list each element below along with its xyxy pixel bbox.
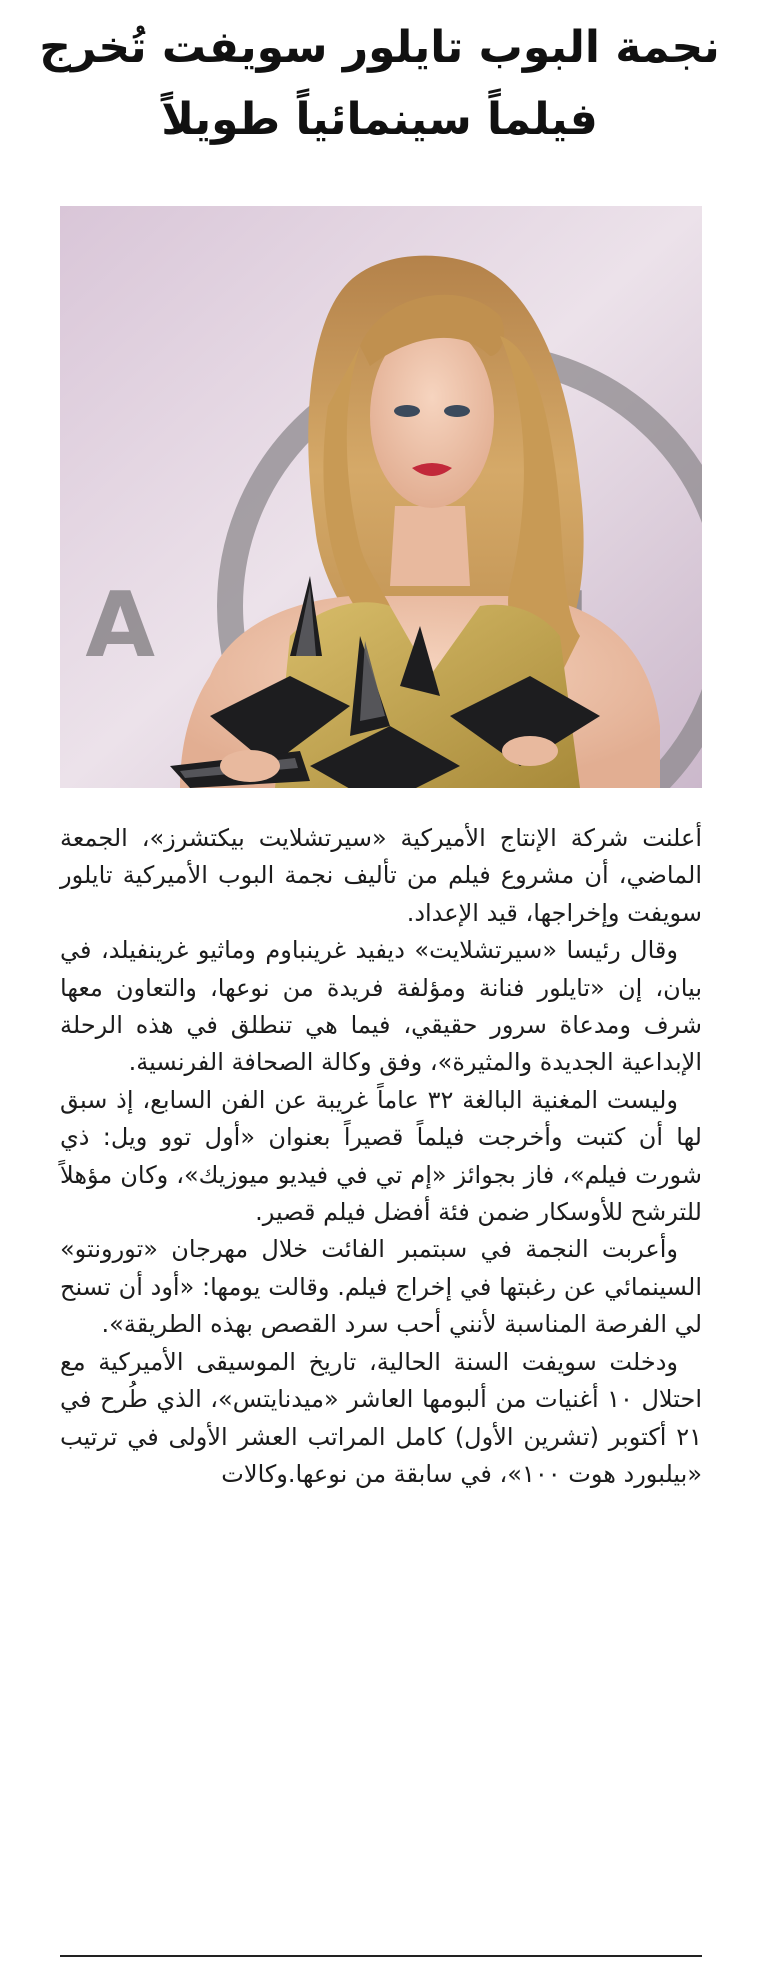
bottom-divider: [60, 1955, 702, 1957]
article-paragraph-4: وأعربت النجمة في سبتمبر الفائت خلال مهرجان «تورونتو» السينمائي عن رغبتها في إخراج فيلم. وقالت يومها: «أود أن تسنح لي الفرصة المناسبة لأنني أحب سرد القصص بهذه الطريقة».: [60, 1235, 702, 1339]
article-paragraph-5: ودخلت سويفت السنة الحالية، تاريخ الموسيقى الأميركية مع احتلال ١٠ أغنيات من ألبومها العاشر «ميدنايتس»، الذي طُرح في ٢١ أكتوبر (تشرين الأول) كامل المراتب العشر الأولى في ترتيب «بيلبورد هوت ١٠٠»، في سابقة من نوعها.وكالات: [60, 1347, 702, 1488]
neck: [390, 506, 470, 586]
article-paragraph-1: أعلنت شركة الإنتاج الأميركية «سيرتشلايت بيكتشرز»، الجمعة الماضي، أن مشروع فيلم من تأليف نجمة البوب الأميركية تايلور سويفت وإخراجها، قيد الإعداد.: [60, 824, 702, 927]
article-photo: [60, 206, 702, 788]
eye-right: [444, 405, 470, 417]
eye-left: [394, 405, 420, 417]
article-paragraph-2: وقال رئيسا «سيرتشلايت» ديفيد غرينباوم وماثيو غرينفيلد، في بيان، إن «تايلور فنانة ومؤلفة فريدة من نوعها، والتعاون معها شرف ومدعاة سرور حقيقي، فيما هي تنطلق في هذه الرحلة الإبداعية الجديدة والمثيرة»، وفق وكالة الصحافة الفرنسية.: [60, 936, 702, 1077]
article-paragraph-3: وليست المغنية البالغة ٣٢ عاماً غريبة عن الفن السابع، إذ سبق لها أن كتبت وأخرجت فيلماً قصيراً بعنوان «أول توو ويل: ذي شورت فيلم»، فاز بجوائز «إم تي في فيديو ميوزيك»، وكان مؤهلاً للترشح للأوسكار ضمن فئة أفضل فيلم قصير.: [60, 1085, 702, 1227]
headline-line-2: فيلماً سينمائياً طويلاً: [161, 94, 598, 145]
hand-left: [220, 750, 280, 782]
backdrop-lettering-left: A: [85, 573, 155, 678]
headline-line-1: نجمة البوب تايلور سويفت تُخرج: [39, 22, 720, 73]
article-body: [60, 820, 702, 1493]
article-headline: [0, 12, 759, 156]
hand-right: [502, 736, 558, 766]
